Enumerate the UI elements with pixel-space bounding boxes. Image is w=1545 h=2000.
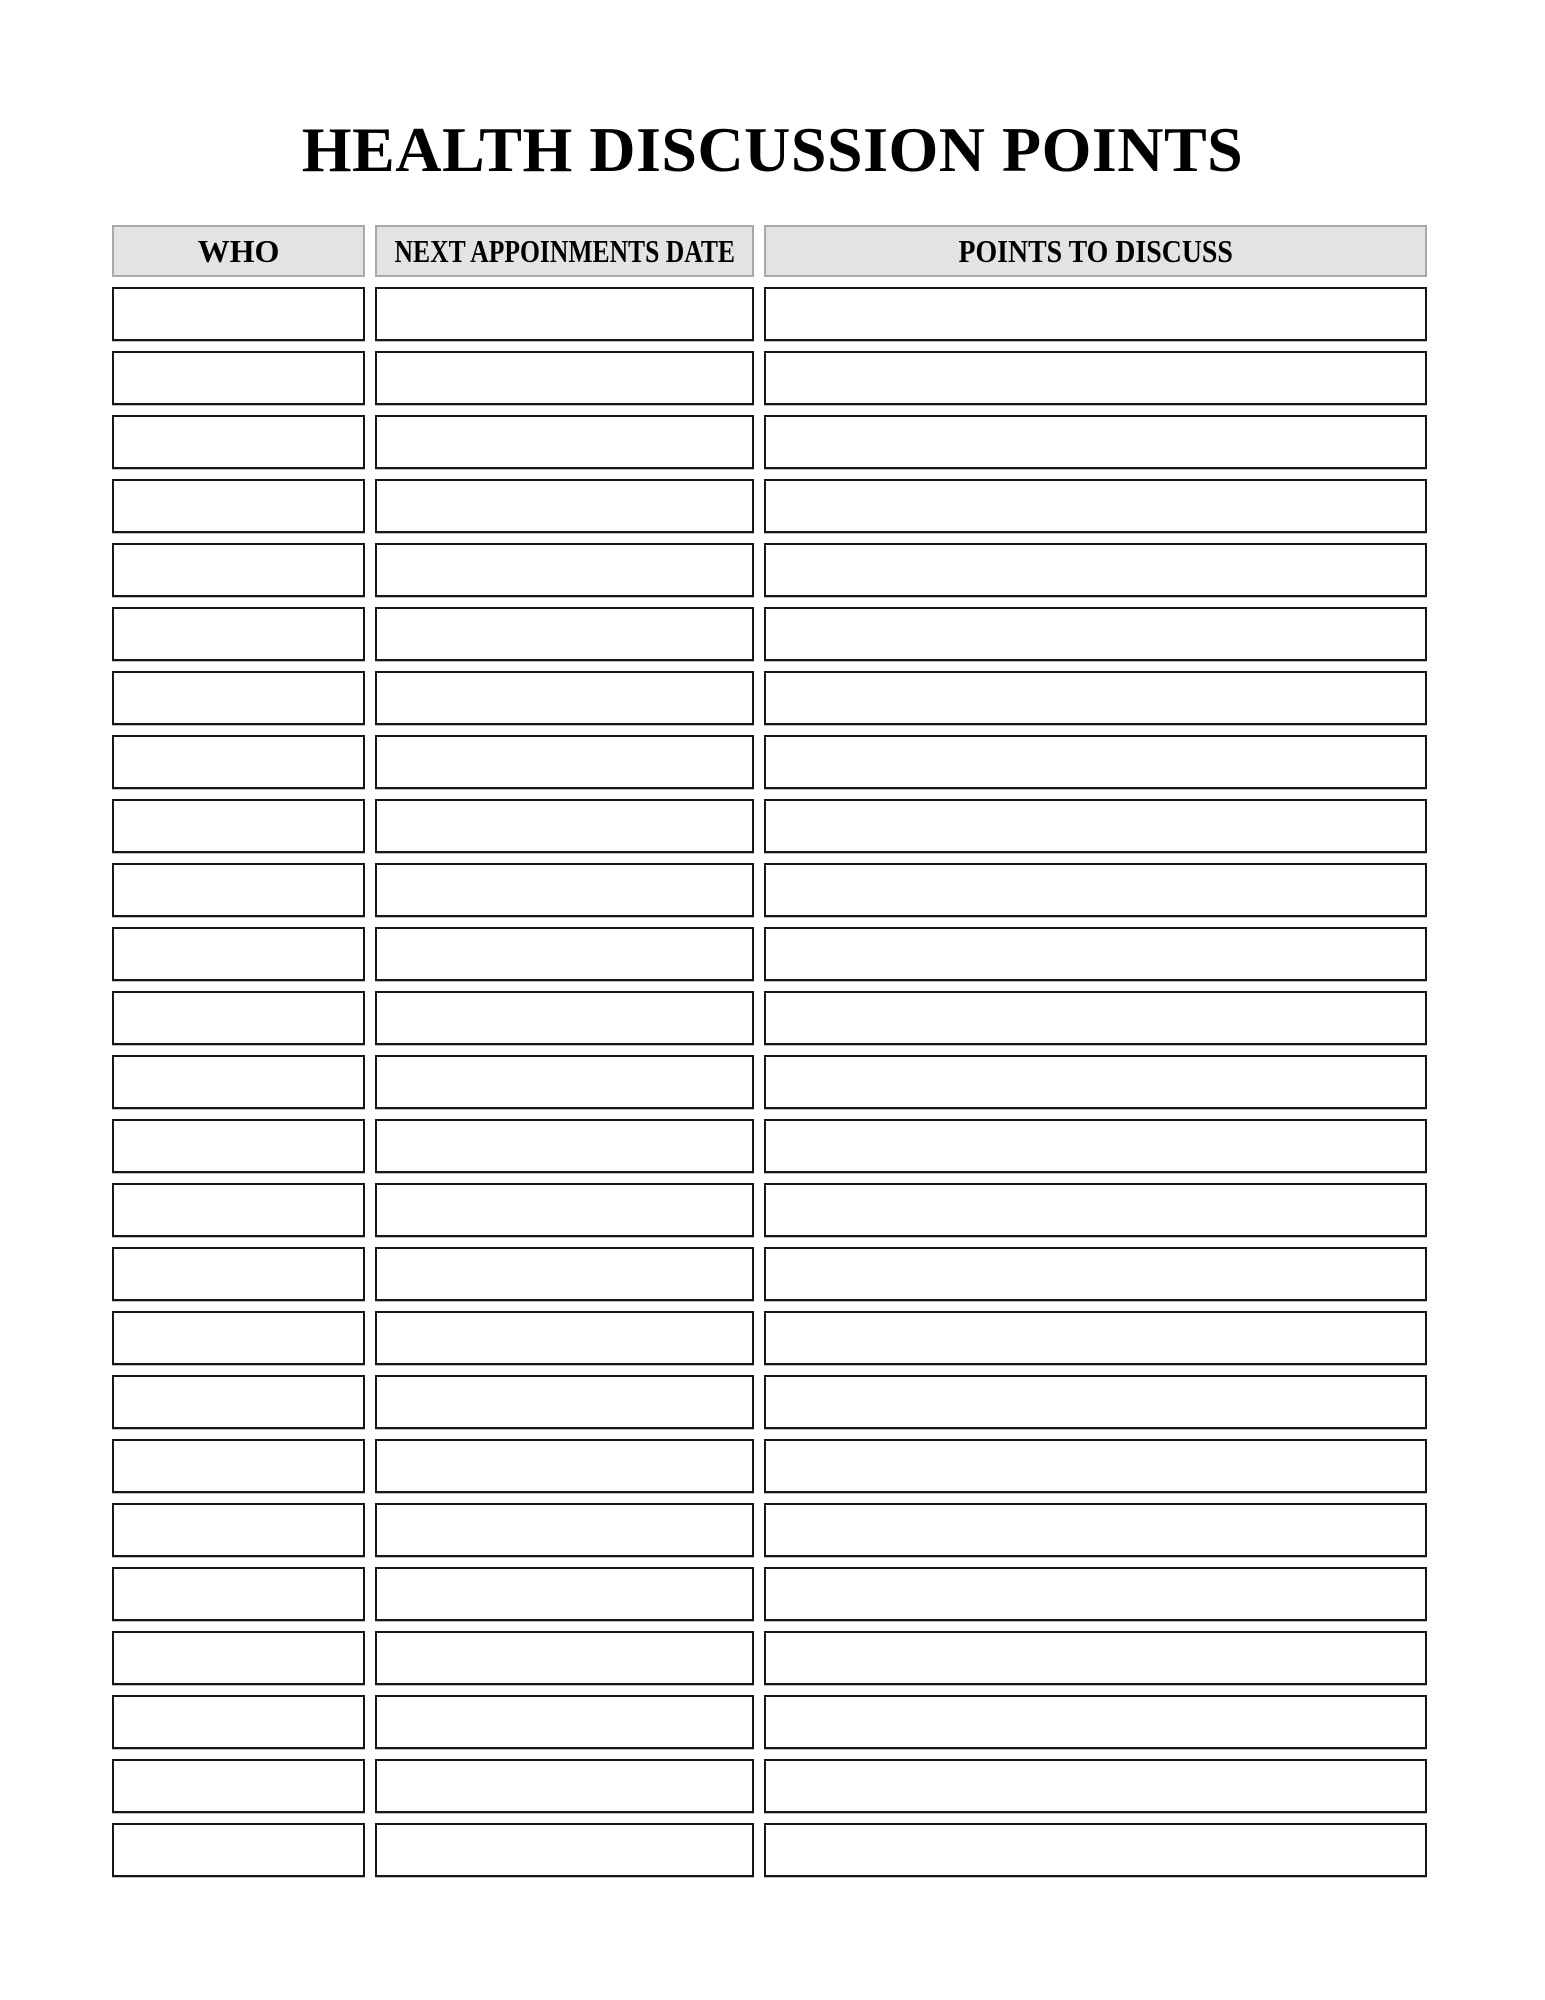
cell-who[interactable] — [112, 863, 365, 917]
cell-who[interactable] — [112, 1439, 365, 1493]
cell-next-appointment-date[interactable] — [375, 1183, 754, 1237]
cell-next-appointment-date[interactable] — [375, 351, 754, 405]
cell-next-appointment-date[interactable] — [375, 671, 754, 725]
cell-points-to-discuss[interactable] — [764, 1567, 1427, 1621]
cell-who[interactable] — [112, 671, 365, 725]
cell-who[interactable] — [112, 1311, 365, 1365]
cell-who[interactable] — [112, 927, 365, 981]
cell-next-appointment-date[interactable] — [375, 735, 754, 789]
cell-who[interactable] — [112, 287, 365, 341]
cell-next-appointment-date[interactable] — [375, 1311, 754, 1365]
cell-next-appointment-date[interactable] — [375, 799, 754, 853]
cell-who[interactable] — [112, 991, 365, 1045]
cell-points-to-discuss[interactable] — [764, 351, 1427, 405]
cell-who[interactable] — [112, 1631, 365, 1685]
cell-next-appointment-date[interactable] — [375, 607, 754, 661]
cell-points-to-discuss[interactable] — [764, 479, 1427, 533]
cell-who[interactable] — [112, 1119, 365, 1173]
cell-next-appointment-date[interactable] — [375, 479, 754, 533]
cell-who[interactable] — [112, 1503, 365, 1557]
cell-next-appointment-date[interactable] — [375, 1503, 754, 1557]
column-header-points-to-discuss — [764, 225, 1427, 277]
cell-points-to-discuss[interactable] — [764, 1119, 1427, 1173]
cell-points-to-discuss[interactable] — [764, 1375, 1427, 1429]
cell-who[interactable] — [112, 351, 365, 405]
cell-who[interactable] — [112, 543, 365, 597]
cell-next-appointment-date[interactable] — [375, 1823, 754, 1877]
cell-who[interactable] — [112, 735, 365, 789]
cell-points-to-discuss[interactable] — [764, 671, 1427, 725]
cell-points-to-discuss[interactable] — [764, 1695, 1427, 1749]
cell-points-to-discuss[interactable] — [764, 287, 1427, 341]
cell-points-to-discuss[interactable] — [764, 863, 1427, 917]
cell-points-to-discuss[interactable] — [764, 1247, 1427, 1301]
cell-points-to-discuss[interactable] — [764, 799, 1427, 853]
cell-who[interactable] — [112, 1759, 365, 1813]
cell-next-appointment-date[interactable] — [375, 1695, 754, 1749]
cell-next-appointment-date[interactable] — [375, 991, 754, 1045]
cell-points-to-discuss[interactable] — [764, 991, 1427, 1045]
cell-next-appointment-date[interactable] — [375, 1439, 754, 1493]
cell-points-to-discuss[interactable] — [764, 1631, 1427, 1685]
cell-points-to-discuss[interactable] — [764, 415, 1427, 469]
cell-points-to-discuss[interactable] — [764, 735, 1427, 789]
cell-next-appointment-date[interactable] — [375, 415, 754, 469]
cell-points-to-discuss[interactable] — [764, 607, 1427, 661]
cell-who[interactable] — [112, 1567, 365, 1621]
cell-who[interactable] — [112, 1375, 365, 1429]
column-header-points-to-discuss-label: POINTS TO DISCUSS — [958, 233, 1233, 269]
cell-next-appointment-date[interactable] — [375, 1247, 754, 1301]
cell-points-to-discuss[interactable] — [764, 1439, 1427, 1493]
discussion-table — [112, 225, 1427, 1877]
column-header-next-appointments-date — [375, 225, 754, 277]
cell-points-to-discuss[interactable] — [764, 1759, 1427, 1813]
cell-next-appointment-date[interactable] — [375, 1119, 754, 1173]
cell-next-appointment-date[interactable] — [375, 1375, 754, 1429]
cell-next-appointment-date[interactable] — [375, 1567, 754, 1621]
cell-points-to-discuss[interactable] — [764, 1055, 1427, 1109]
cell-next-appointment-date[interactable] — [375, 1631, 754, 1685]
cell-points-to-discuss[interactable] — [764, 1183, 1427, 1237]
cell-who[interactable] — [112, 1183, 365, 1237]
cell-who[interactable] — [112, 799, 365, 853]
cell-next-appointment-date[interactable] — [375, 287, 754, 341]
cell-who[interactable] — [112, 607, 365, 661]
column-header-next-appointments-date-label: NEXT APPOINMENTS DATE — [394, 233, 735, 269]
cell-next-appointment-date[interactable] — [375, 1759, 754, 1813]
cell-points-to-discuss[interactable] — [764, 543, 1427, 597]
cell-who[interactable] — [112, 1823, 365, 1877]
column-header-who-label: WHO — [197, 233, 280, 269]
cell-next-appointment-date[interactable] — [375, 1055, 754, 1109]
cell-who[interactable] — [112, 415, 365, 469]
page-title: HEALTH DISCUSSION POINTS — [301, 114, 1244, 185]
cell-points-to-discuss[interactable] — [764, 1823, 1427, 1877]
cell-next-appointment-date[interactable] — [375, 927, 754, 981]
cell-points-to-discuss[interactable] — [764, 1311, 1427, 1365]
cell-next-appointment-date[interactable] — [375, 863, 754, 917]
cell-who[interactable] — [112, 1055, 365, 1109]
cell-points-to-discuss[interactable] — [764, 1503, 1427, 1557]
cell-who[interactable] — [112, 479, 365, 533]
cell-who[interactable] — [112, 1247, 365, 1301]
cell-who[interactable] — [112, 1695, 365, 1749]
cell-points-to-discuss[interactable] — [764, 927, 1427, 981]
column-header-who — [112, 225, 365, 277]
cell-next-appointment-date[interactable] — [375, 543, 754, 597]
